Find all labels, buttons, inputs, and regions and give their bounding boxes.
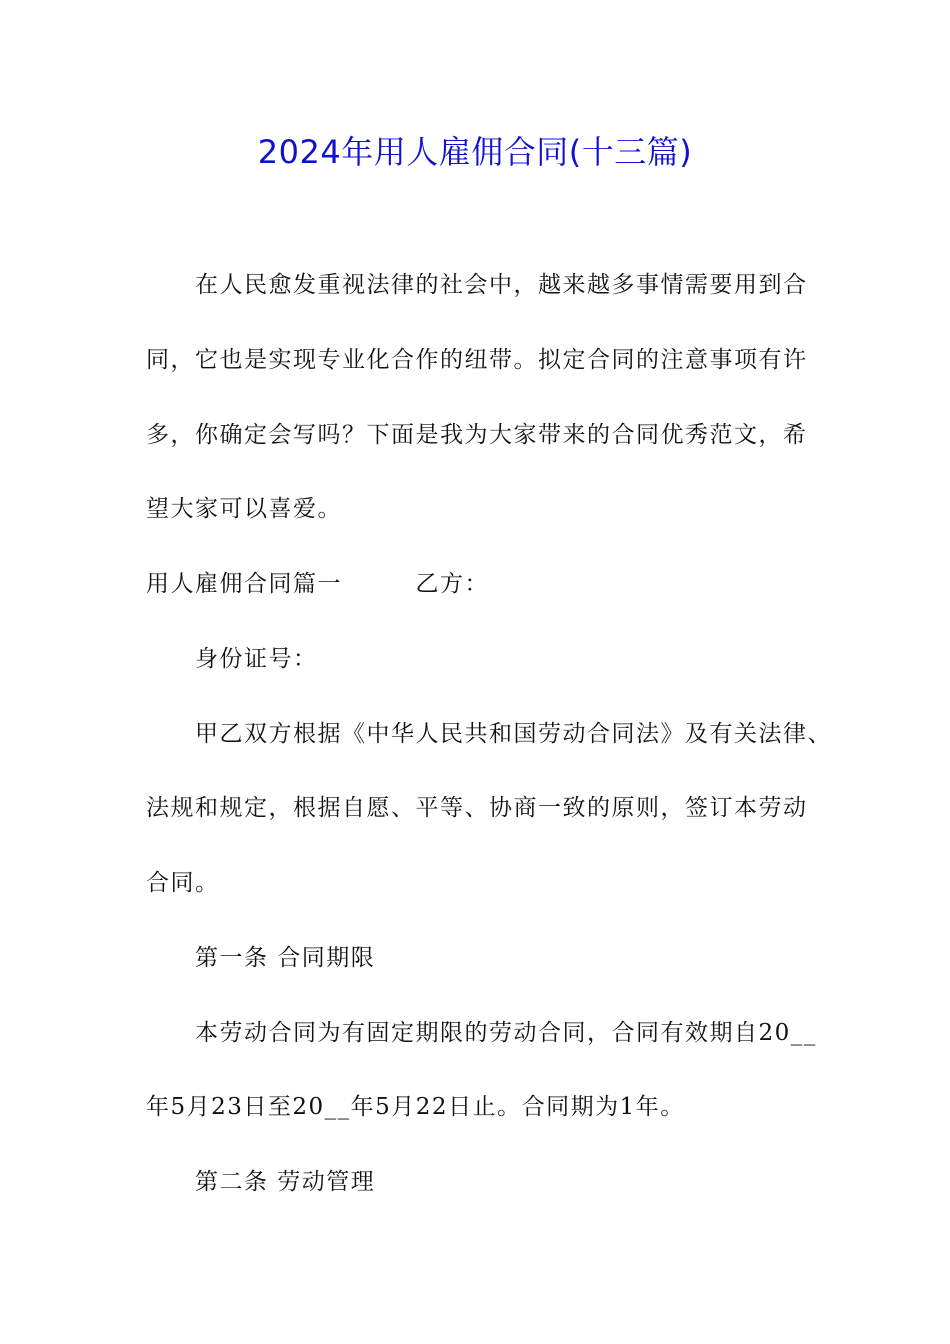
paragraph-line: 法规和规定，根据自愿、平等、协商一致的原则，签订本劳动 bbox=[146, 795, 808, 821]
paragraph-line: 望大家可以喜爱。 bbox=[146, 496, 342, 522]
paragraph-line: 身份证号： bbox=[195, 646, 318, 672]
article-heading: 第一条 合同期限 bbox=[195, 945, 376, 971]
paragraph-line: 同，它也是实现专业化合作的纽带。拟定合同的注意事项有许 bbox=[146, 347, 808, 373]
article-heading: 第二条 劳动管理 bbox=[195, 1169, 376, 1195]
document-title: 2024年用人雇佣合同(十三篇) bbox=[257, 133, 693, 171]
paragraph-line: 甲乙双方根据《中华人民共和国劳动合同法》及有关法律、 bbox=[195, 721, 832, 747]
paragraph-line: 年5月23日至20__年5月22日止。合同期为1年。 bbox=[146, 1094, 685, 1120]
paragraph-line: 合同。 bbox=[146, 870, 220, 896]
paragraph-line: 本劳动合同为有固定期限的劳动合同，合同有效期自20__ bbox=[195, 1020, 817, 1046]
paragraph-line: 多，你确定会写吗？下面是我为大家带来的合同优秀范文，希 bbox=[146, 422, 808, 448]
section-heading: 用人雇佣合同篇一 乙方： bbox=[146, 571, 489, 597]
paragraph-line: 在人民愈发重视法律的社会中，越来越多事情需要用到合 bbox=[195, 272, 808, 298]
